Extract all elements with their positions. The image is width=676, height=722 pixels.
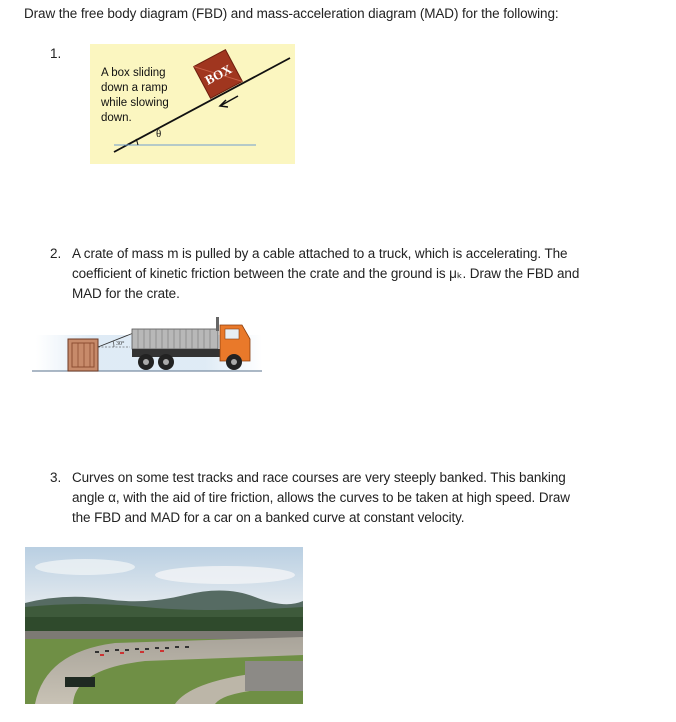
truck-crate-figure xyxy=(28,315,264,379)
cable-angle-label: 30° xyxy=(116,341,125,347)
ramp-caption: A box sliding down a ramp while slowing down. xyxy=(101,67,169,124)
problem-1-number: 1. xyxy=(50,46,62,61)
box-label: BOX xyxy=(202,61,235,88)
problem-3-number: 3. xyxy=(50,470,62,485)
ramp-figure xyxy=(90,44,295,164)
problem-2-text: A crate of mass m is pulled by a cable attached to a truck, which is accelerating. The coefficient of kinetic friction between the crate and the ground is μₖ. Draw the FBD and MAD for the crate. xyxy=(72,246,580,301)
problem-3-text: Curves on some test tracks and race courses are very steeply banked. This banking angle α, with the aid of tire friction, allows the curves to be taken at high speed. Draw the FBD and MAD for a car on a banked curve at constant velocity. xyxy=(72,470,570,525)
race-track-photo xyxy=(25,547,303,704)
instructions: Draw the free body diagram (FBD) and mass-acceleration diagram (MAD) for the following: xyxy=(24,6,559,21)
angle-theta-label: θ xyxy=(156,128,162,140)
crate xyxy=(68,339,98,371)
problem-2-number: 2. xyxy=(50,246,62,261)
